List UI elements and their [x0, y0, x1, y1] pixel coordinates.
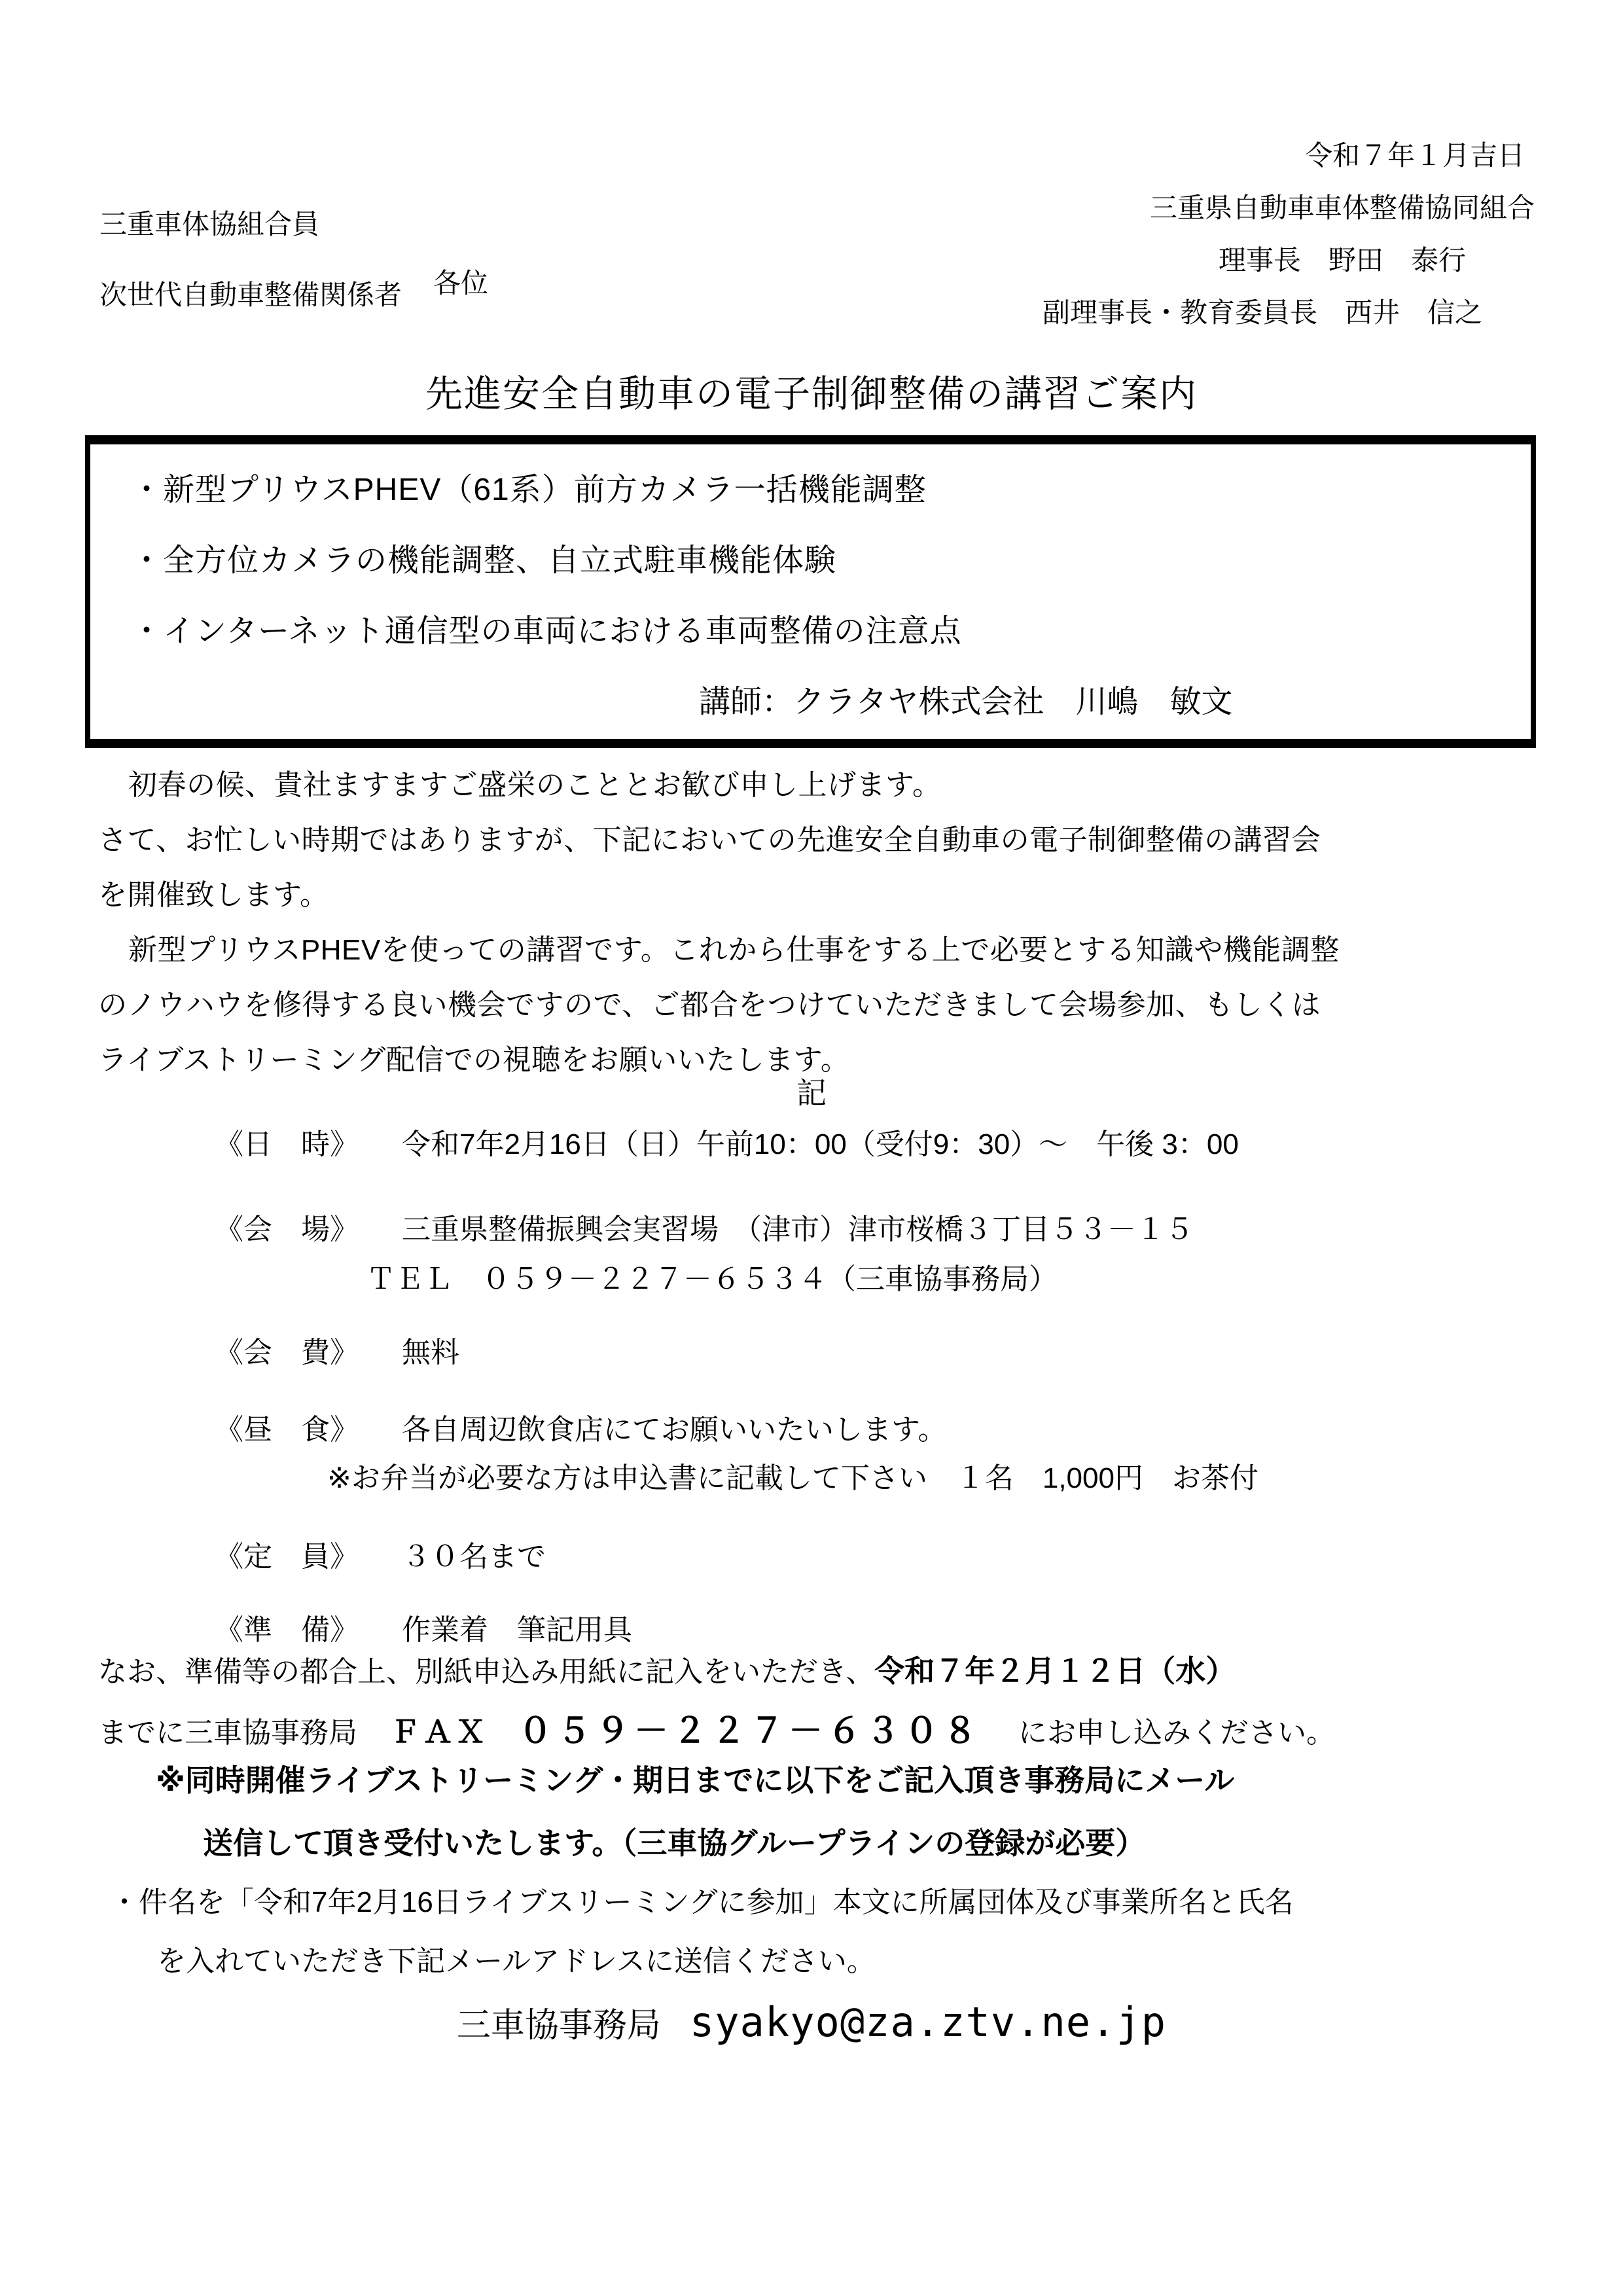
- detail-value: 無料: [402, 1336, 459, 1369]
- application-line2-text: までに三車協事務局: [98, 1717, 357, 1749]
- topic-item: ・インターネット通信型の車両における車両整備の注意点: [131, 614, 962, 649]
- issue-date: 令和７年１月吉日: [1304, 140, 1525, 171]
- application-line2: [98, 1702, 1528, 1763]
- addressee-line2-text: 次世代自動車整備関係者: [99, 279, 402, 310]
- greeting-line: ライブストリーミング配信での視聴をお願いいたします。: [98, 1044, 850, 1076]
- addressee-line2: [99, 268, 489, 310]
- fax-label: ＦＡＸ: [390, 1715, 488, 1749]
- streaming-notes: [98, 1762, 1528, 1979]
- sender-organization: 三重県自動車車体整備協同組合: [1149, 192, 1535, 223]
- detail-label: 《会 場》: [215, 1213, 359, 1246]
- topic-item: ・全方位カメラの機能調整、自立式駐車機能体験: [131, 543, 837, 578]
- detail-value: ３０名まで: [402, 1541, 546, 1573]
- bento-note-line: ※お弁当が必要な方は申込書に記載して下さい １名 1,000円 お茶付: [327, 1462, 1258, 1494]
- application-paragraph: [98, 1641, 1528, 1763]
- greeting-line: 初春の候、貴社ますますご盛栄のこととお歓び申し上げます。: [128, 769, 942, 801]
- sender-vice-chairman: 副理事長・教育委員長 西井 信之: [1042, 297, 1482, 328]
- application-line2-post: にお申し込みください。: [1018, 1717, 1336, 1749]
- topics-box: [85, 435, 1536, 748]
- streaming-subject-line: ・件名を「令和7年2月16日ライブスリーミングに参加」本文に所属団体及び事業所名と氏名: [110, 1886, 1294, 1918]
- ki-heading: 記: [796, 1076, 827, 1110]
- application-line1: [98, 1641, 1528, 1702]
- greeting-line: さて、お忙しい時期ではありますが、下記においての先進安全自動車の電子制御整備の講習会: [98, 824, 1321, 856]
- streaming-note-line: 送信して頂き受付いたします。（三車協グループラインの登録が必要）: [203, 1826, 1146, 1860]
- detail-label: 《会 費》: [215, 1336, 359, 1369]
- details-list: [215, 1127, 1525, 1648]
- greeting-line: のノウハウを修得する良い機会ですので、ご都合をつけていただきまして会場参加、もしくは: [98, 989, 1321, 1021]
- page-title: 先進安全自動車の電子制御整備の講習ご案内: [425, 373, 1198, 415]
- detail-row-lunch: [215, 1412, 1525, 1448]
- detail-label: 《昼 食》: [215, 1414, 359, 1446]
- detail-label: 《準 備》: [215, 1614, 359, 1646]
- application-line1-text: なお、準備等の都合上、別紙申込み用紙に記入をいただき、: [98, 1656, 875, 1688]
- detail-row-datetime: [215, 1127, 1525, 1162]
- contact-line: [0, 1998, 1623, 2047]
- sender-block: [1043, 130, 1535, 339]
- detail-row-fee: [215, 1335, 1525, 1371]
- detail-row-capacity: [215, 1539, 1525, 1575]
- sender-chairman: 理事長 野田 泰行: [1218, 245, 1466, 276]
- contact-office: 三車協事務局: [456, 2007, 661, 2045]
- addressee-block: [99, 209, 488, 310]
- streaming-note-line: ※同時開催ライブストリーミング・期日までに以下をご記入頂き事務局にメール: [156, 1763, 1235, 1797]
- detail-label: 《日 時》: [215, 1128, 359, 1160]
- addressee-suffix: 各位: [433, 268, 489, 298]
- fax-number: ０５９－２２７－６３０８: [518, 1712, 982, 1750]
- detail-value: 三重県整備振興会実習場 （津市）津市桜橋３丁目５３－１５: [402, 1213, 1194, 1246]
- contact-email: syakyo@za.ztv.ne.jp: [689, 1998, 1167, 2046]
- detail-value: 作業着 筆記用具: [402, 1614, 632, 1646]
- addressee-line1: 三重車体協組合員: [99, 209, 320, 240]
- lecturer-line: 講師：クラタヤ株式会社 川嶋 敏文: [699, 685, 1233, 719]
- detail-value: 各自周辺飲食店にてお願いいたいします。: [402, 1414, 947, 1446]
- streaming-subject-line: を入れていただき下記メールアドレスに送信ください。: [157, 1945, 876, 1977]
- topic-item: ・新型プリウスPHEV（61系）前方カメラ一括機能調整: [131, 473, 927, 507]
- greeting-line: 新型プリウスPHEVを使っての講習です。これから仕事をする上で必要とする知識や機能調整: [128, 934, 1340, 966]
- detail-value: 令和7年2月16日（日）午前10：00（受付9：30）～ 午後 3：00: [402, 1128, 1239, 1160]
- greeting-line: を開催致します。: [98, 879, 329, 911]
- detail-row-venue: [215, 1212, 1525, 1247]
- venue-tel-line: ＴＥＬ ０５９－２２７－６５３４（三車協事務局）: [366, 1263, 1058, 1295]
- application-deadline: 令和７年２月１２日（水）: [874, 1654, 1236, 1688]
- greeting-paragraphs: [98, 758, 1528, 1088]
- detail-label: 《定 員》: [215, 1541, 359, 1573]
